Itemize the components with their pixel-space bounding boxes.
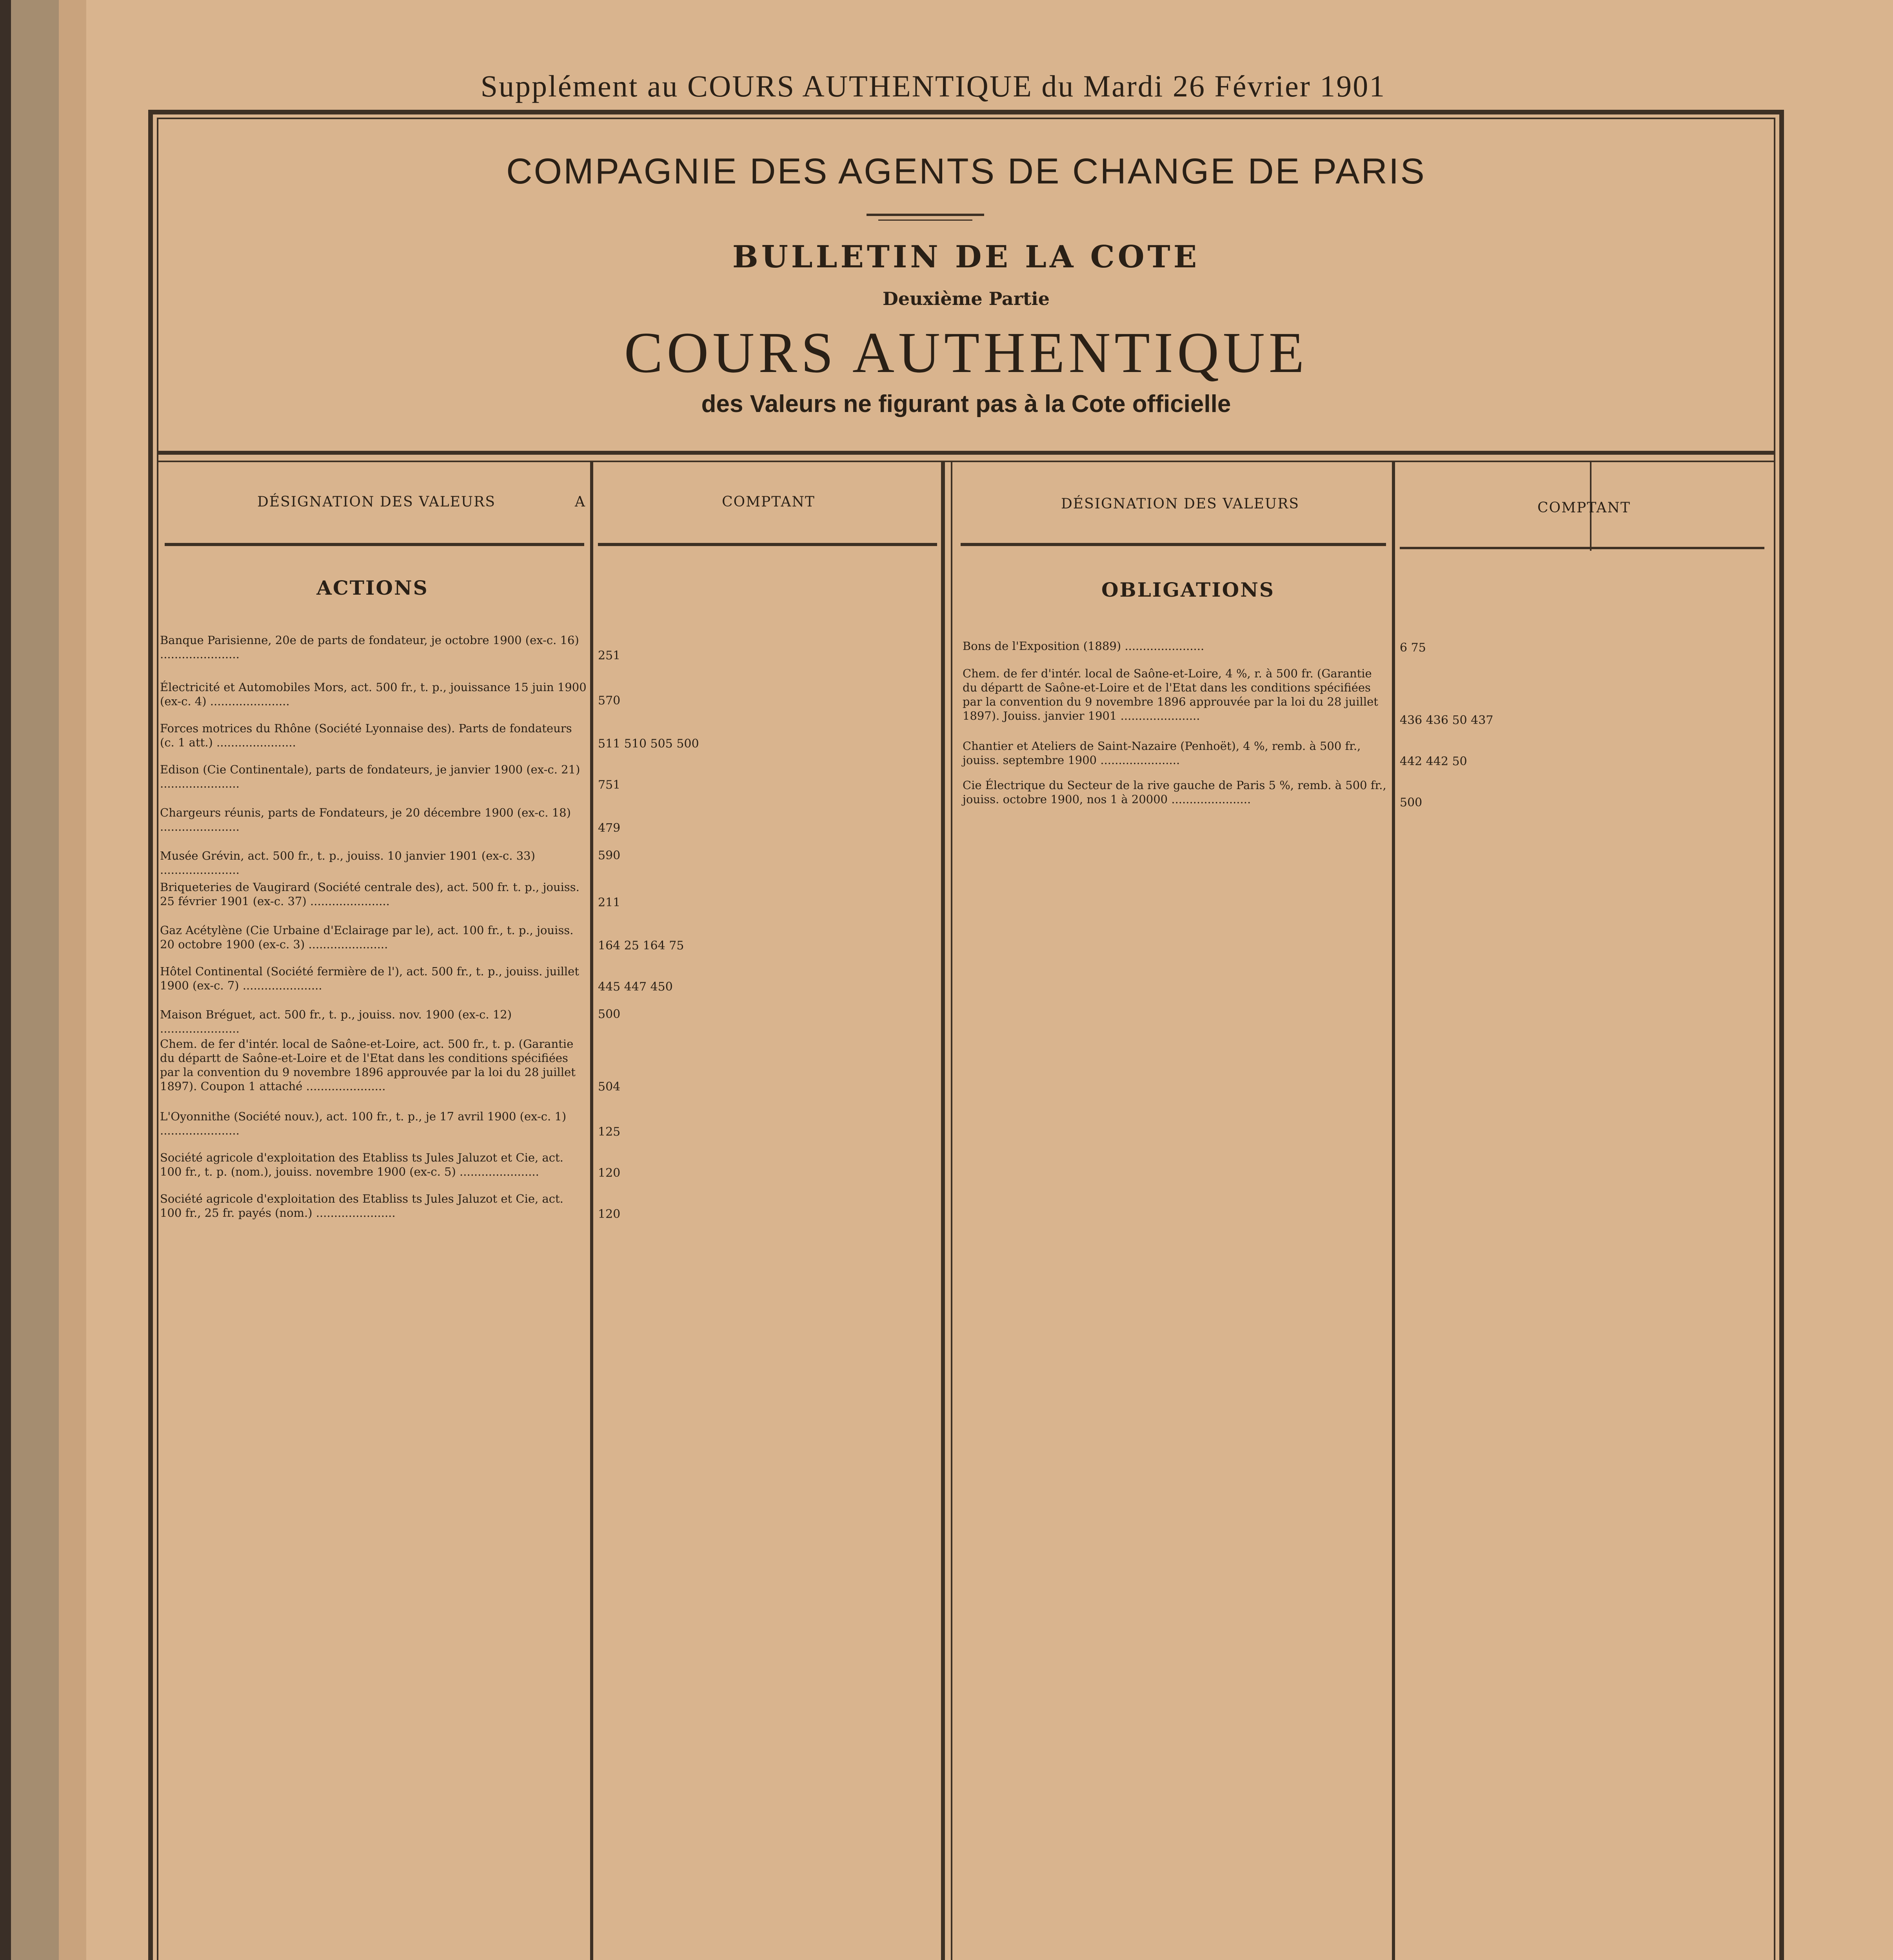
price: 590 [598, 849, 621, 862]
col-divider-middle [941, 461, 945, 1960]
bulletin-title: BULLETIN DE LA COTE [732, 239, 1200, 275]
price: 164 25 164 75 [598, 939, 684, 953]
header-comptant: COMPTANT [722, 494, 815, 510]
list-item: Chargeurs réunis, parts de Fondateurs, je 20 décembre 1900 (ex-c. 18) ..... [160, 806, 587, 834]
list-item: Hôtel Continental (Société fermière de l'), act. 500 fr., t. p., jouiss. juillet 1900 (ex-c. 7) ..... [160, 964, 587, 993]
list-item: Chantier et Ateliers de Saint-Nazaire (Penhoët), 4 %, remb. à 500 fr., jouiss. septembre 1900 ..... [963, 739, 1388, 767]
section-actions: ACTIONS [316, 576, 429, 599]
scan-edge-dark [0, 0, 11, 1960]
list-item: L'Oyonnithe (Société nouv.), act. 100 fr., t. p., je 17 avril 1900 (ex-c. 1) ..... [160, 1109, 587, 1138]
header-rule-comptant [598, 543, 937, 546]
price: 125 [598, 1125, 621, 1139]
page-subtitle: des Valeurs ne figurant pas à la Cote officielle [701, 390, 1231, 417]
company-name: COMPAGNIE DES AGENTS DE CHANGE DE PARIS [506, 151, 1426, 191]
header-designation-left: DÉSIGNATION DES VALEURS [257, 494, 496, 510]
header-rule-right-comptant [1400, 547, 1764, 549]
price: 436 436 50 437 [1400, 713, 1493, 727]
col-divider-right-comptant [1392, 461, 1395, 1960]
table-top-rule [157, 451, 1775, 455]
list-item: Maison Bréguet, act. 500 fr., t. p., jouiss. nov. 1900 (ex-c. 12) ..... [160, 1007, 587, 1036]
list-item: Gaz Acétylène (Cie Urbaine d'Eclairage par le), act. 100 fr., t. p., jouiss. 20 octobre 1900 (ex-c. 3) ..... [160, 923, 587, 951]
list-item: Bons de l'Exposition (1889) ..... [963, 639, 1388, 653]
price: 500 [1400, 796, 1422, 809]
list-item: Forces motrices du Rhône (Société Lyonnaise des). Parts de fondateurs (c. 1 att.) ..... [160, 721, 587, 750]
section-obligations: OBLIGATIONS [1101, 578, 1275, 601]
price: 751 [598, 778, 621, 792]
price: 251 [598, 649, 621, 662]
page-title: COURS AUTHENTIQUE [624, 321, 1308, 385]
list-item: Société agricole d'exploitation des Etabliss ts Jules Jaluzot et Cie, act. 100 fr., 25 fr. payés (nom.) ..... [160, 1192, 587, 1220]
list-item: Société agricole d'exploitation des Etabliss ts Jules Jaluzot et Cie, act. 100 fr., t. p. (nom.), jouiss. novembre 1900 (ex-c. 5) ..... [160, 1151, 587, 1179]
price: 445 447 450 [598, 980, 673, 994]
price: 120 [598, 1207, 621, 1221]
price: 442 442 50 [1400, 755, 1467, 768]
table-top-rule-thin [157, 461, 1775, 462]
header-rule-right [961, 543, 1386, 546]
list-item: Briqueteries de Vaugirard (Société centrale des), act. 500 fr. t. p., jouiss. 25 février 1901 (ex-c. 37) ..... [160, 880, 587, 908]
list-item: Musée Grévin, act. 500 fr., t. p., jouiss. 10 janvier 1901 (ex-c. 33) ..... [160, 849, 587, 877]
header-comptant-right: COMPTANT [1537, 500, 1631, 516]
price: 479 [598, 821, 621, 835]
price: 504 [598, 1080, 621, 1094]
rule-ornament [867, 214, 984, 216]
list-item: Chem. de fer d'intér. local de Saône-et-Loire, act. 500 fr., t. p. (Garantie du départt de Saône-et-Loire et de l'Etat dans les conditions spécifiées par la convention du 9 novembre 1896 approuvée par la loi du 28 juillet 1897). Coupon 1 attaché ..... [160, 1037, 587, 1093]
list-item: Banque Parisienne, 20e de parts de fondateur, je octobre 1900 (ex-c. 16) ..... [160, 633, 587, 661]
binding-gutter [59, 0, 86, 1960]
list-item: Cie Électrique du Secteur de la rive gauche de Paris 5 %, remb. à 500 fr., jouiss. octobre 1900, nos 1 à 20000 ..... [963, 778, 1388, 806]
price: 211 [598, 896, 621, 909]
header-mark-a: A [575, 494, 586, 510]
price: 511 510 505 500 [598, 737, 699, 751]
header-designation-right: DÉSIGNATION DES VALEURS [1061, 496, 1300, 512]
price: 570 [598, 694, 621, 708]
price: 500 [598, 1007, 621, 1021]
rule-ornament-thin [878, 220, 972, 221]
price: 6 75 [1400, 641, 1426, 655]
supplement-line: Supplément au COURS AUTHENTIQUE du Mardi 26 Février 1901 [480, 69, 1386, 103]
list-item: Edison (Cie Continentale), parts de fondateurs, je janvier 1900 (ex-c. 21) ..... [160, 762, 587, 791]
col-divider-middle-thin [951, 461, 952, 1960]
col-divider-comptant [590, 461, 593, 1960]
list-item: Chem. de fer d'intér. local de Saône-et-Loire, 4 %, r. à 500 fr. (Garantie du départt de Saône-et-Loire et de l'Etat dans les conditions spécifiées par la convention du 9 novembre 1896 approuvée par la loi du 28 juillet 1897). Jouiss. janvier 1901 ..... [963, 666, 1388, 723]
header-rule-left [165, 543, 584, 546]
price: 120 [598, 1166, 621, 1180]
list-item: Électricité et Automobiles Mors, act. 500 fr., t. p., jouissance 15 juin 1900 (ex-c. 4) ..... [160, 680, 587, 708]
partie-label: Deuxième Partie [882, 288, 1050, 309]
